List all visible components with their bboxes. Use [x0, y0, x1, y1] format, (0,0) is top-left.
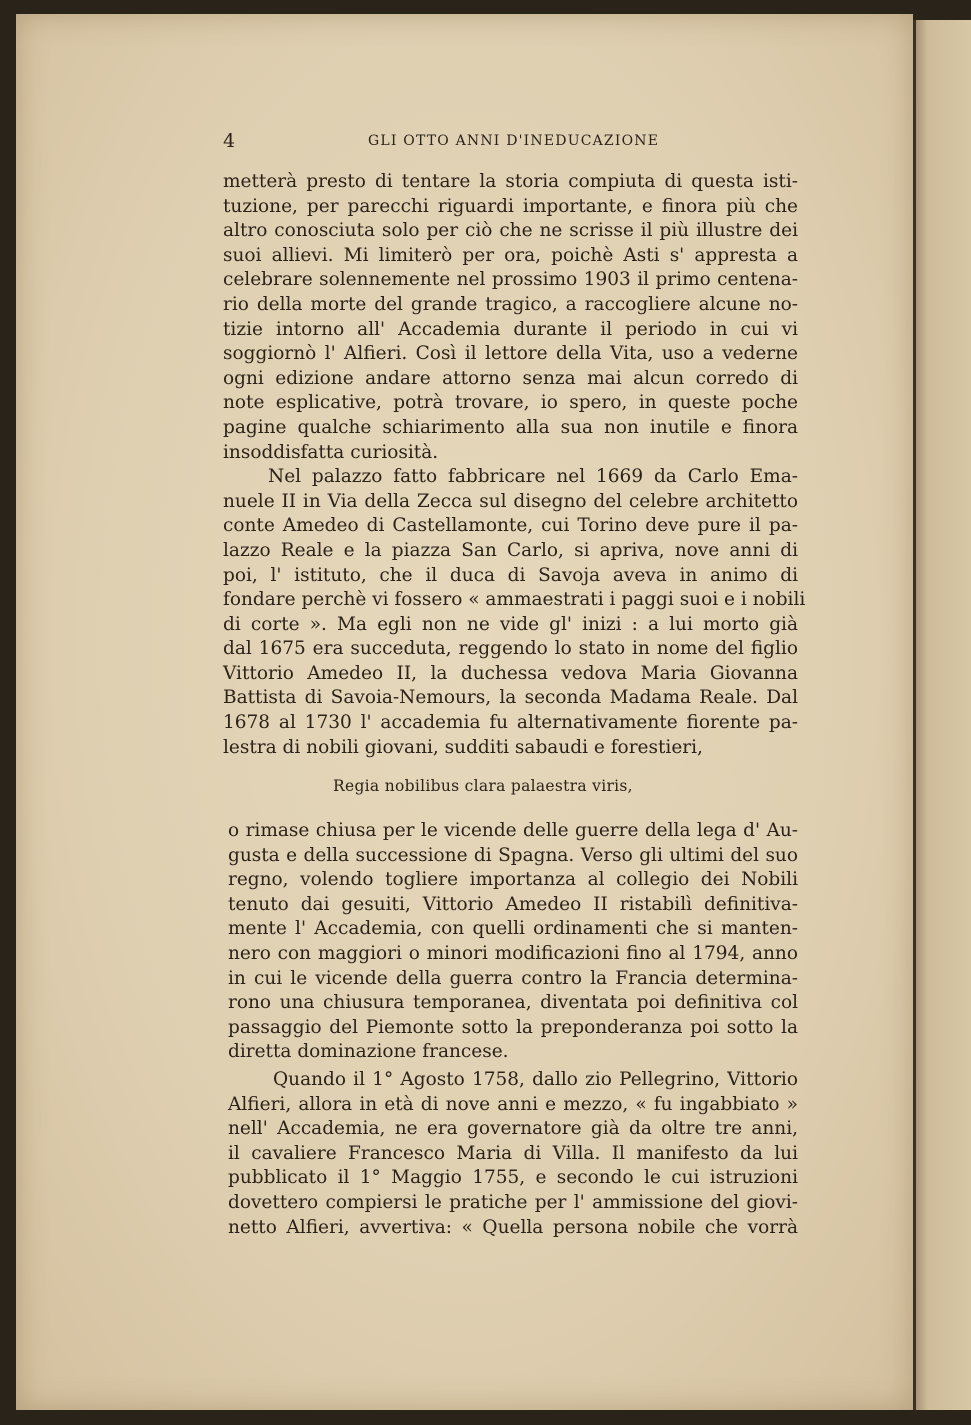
latin-quote: Regia nobilibus clara palaestra viris,	[333, 777, 633, 796]
text-line: Quando il 1° Agosto 1758, dallo zio Pellegrino, Vittorio	[273, 1069, 798, 1090]
page-header	[223, 130, 796, 158]
text-line: altro conosciuta solo per ciò che ne scrisse il più illustre dei	[223, 220, 798, 242]
text-line: tenuto dai gesuiti, Vittorio Amedeo II ristabilì definitiva-	[228, 893, 798, 915]
text-line: rono una chiusura temporanea, diventata poi definitiva col	[228, 992, 798, 1014]
text-line: insoddisfatta curiosità.	[223, 441, 439, 463]
text-line: dovettero compiersi le pratiche per l' ammissione del giovi-	[228, 1191, 798, 1213]
text-line: gusta e della successione di Spagna. Verso gli ultimi del suo	[228, 844, 798, 866]
text-line: fondare perchè vi fossero « ammaestrati i paggi suoi e i nobili	[223, 589, 806, 611]
text-line: netto Alfieri, avvertiva: « Quella persona nobile che vorrà	[228, 1216, 798, 1238]
text-line: pagine qualche schiarimento alla sua non inutile e finora	[223, 416, 798, 438]
body-text-lower	[228, 1068, 798, 1240]
text-line: poi, l' istituto, che il duca di Savoja aveva in animo di	[223, 564, 798, 586]
text-line: pubblicato il 1° Maggio 1755, e secondo le cui istruzioni	[228, 1167, 798, 1189]
text-line: in cui le vicende della guerra contro la Francia determina-	[228, 967, 798, 989]
text-line: metterà presto di tentare la storia compiuta di questa isti-	[223, 171, 798, 192]
text-line: conte Amedeo di Castellamonte, cui Torino deve pure il pa-	[223, 515, 798, 537]
text-line: celebrare solennemente nel prossimo 1903 il primo centena-	[223, 269, 798, 291]
text-line: Alfieri, allora in età di nove anni e mezzo, « fu ingabbiato »	[228, 1093, 798, 1115]
text-line: lestra di nobili giovani, sudditi sabaudi e forestieri,	[223, 736, 703, 758]
text-line: suoi allievi. Mi limiterò per ora, poichè Asti s' appresta a	[223, 244, 798, 266]
text-line: rio della morte del grande tragico, a raccogliere alcune no-	[223, 293, 798, 315]
text-line: il cavaliere Francesco Maria di Villa. Il manifesto da lui	[228, 1142, 798, 1164]
text-line: Vittorio Amedeo II, la duchessa vedova Maria Giovanna	[223, 662, 798, 684]
adjacent-page-edge	[913, 20, 971, 1410]
body-text-upper	[223, 170, 806, 812]
body-text-middle	[228, 819, 798, 1065]
text-line: diretta dominazione francese.	[228, 1041, 509, 1063]
text-line: tizie intorno all' Accademia durante il periodo in cui vi	[223, 318, 798, 340]
text-line: note esplicative, potrà trovare, io spero, in queste poche	[223, 392, 798, 414]
text-line: dal 1675 era succeduta, reggendo lo stato in nome del figlio	[223, 638, 798, 660]
text-line: di corte ». Ma egli non ne vide gl' inizi : a lui morto già	[223, 613, 798, 635]
text-line: nuele II in Via della Zecca sul disegno del celebre architetto	[223, 490, 798, 512]
running-title: GLI OTTO ANNI D'INEDUCAZIONE	[368, 133, 660, 149]
text-line: tuzione, per parecchi riguardi importante, e finora più che	[223, 195, 798, 217]
text-line: regno, volendo togliere importanza al collegio dei Nobili	[228, 869, 798, 891]
text-line: passaggio del Piemonte sotto la preponderanza poi sotto la	[228, 1016, 798, 1038]
text-line: o rimase chiusa per le vicende delle guerre della lega d' Au-	[228, 820, 798, 841]
text-line: Battista di Savoia-Nemours, la seconda Madama Reale. Dal	[223, 687, 798, 709]
text-line: ogni edizione andare attorno senza mai alcun corredo di	[223, 367, 798, 389]
text-line: nero con maggiori o minori modificazioni fino al 1794, anno	[228, 942, 798, 964]
text-line: 1678 al 1730 l' accademia fu alternativamente fiorente pa-	[223, 712, 798, 734]
text-line: lazzo Reale e la piazza San Carlo, si apriva, nove anni di	[223, 539, 798, 561]
page-number: 4	[223, 130, 236, 152]
page-gutter-shadow	[913, 20, 916, 1410]
text-line: nell' Accademia, ne era governatore già da oltre tre anni,	[228, 1118, 798, 1140]
text-line: mente l' Accademia, con quelli ordinamenti che si manten-	[228, 918, 798, 940]
text-line: soggiornò l' Alfieri. Così il lettore della Vita, uso a vederne	[223, 343, 798, 365]
text-line: Nel palazzo fatto fabbricare nel 1669 da Carlo Ema-	[268, 466, 798, 488]
